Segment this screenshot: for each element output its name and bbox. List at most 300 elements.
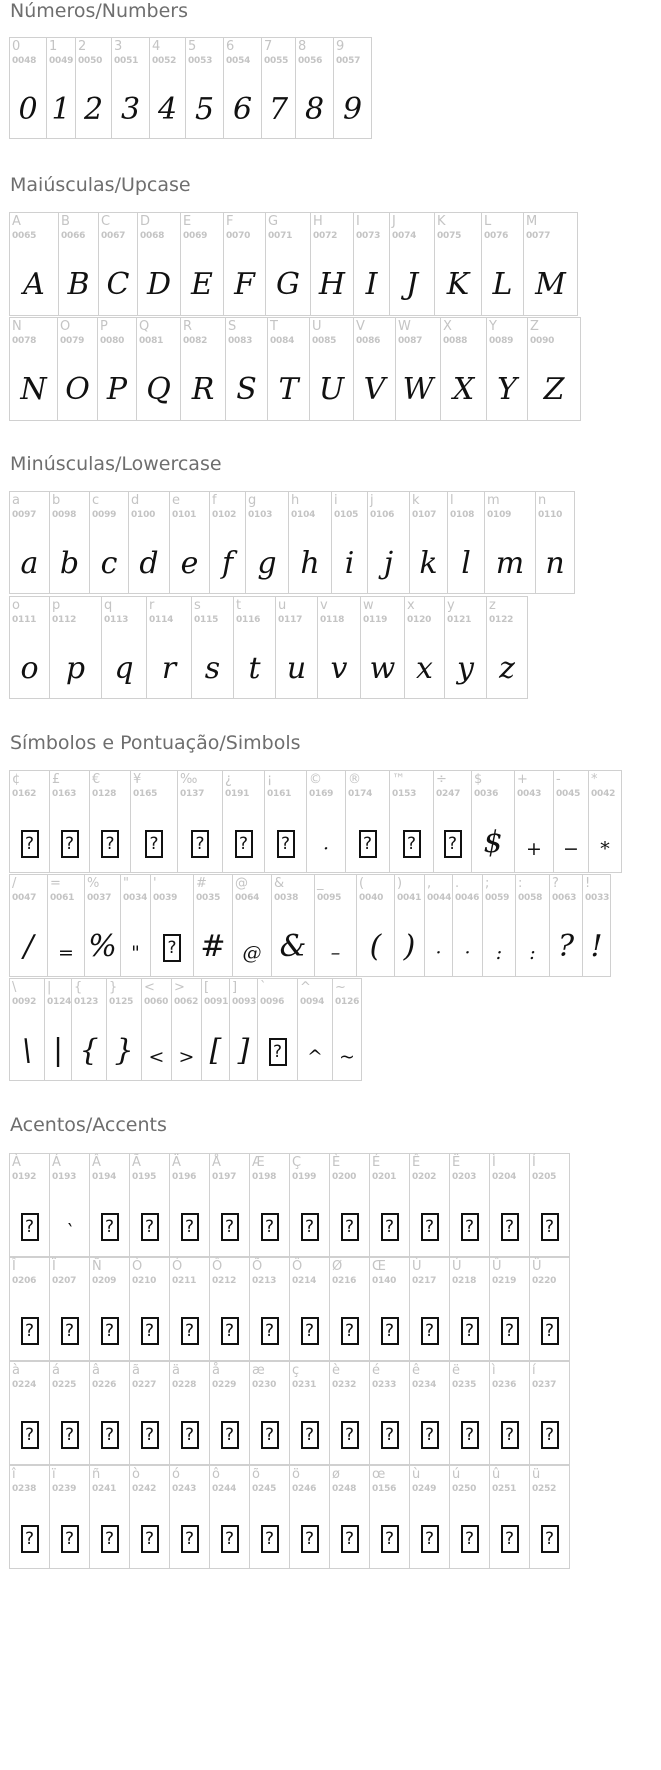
character-label: 6 <box>226 39 235 54</box>
character-label: = <box>50 876 61 891</box>
glyph-sample: 8 <box>304 92 325 127</box>
character-code: 0204 <box>492 1172 517 1182</box>
character-code: 0161 <box>267 789 292 799</box>
glyph-cell <box>310 212 354 316</box>
character-code: 0038 <box>274 893 299 903</box>
glyph-sample: S <box>236 372 257 407</box>
glyph-cell <box>9 874 48 977</box>
character-label: Ô <box>212 1259 223 1274</box>
character-label: Ü <box>532 1259 542 1274</box>
character-label: M <box>526 214 538 229</box>
glyph-cell <box>84 874 121 977</box>
character-label: Ñ <box>92 1259 102 1274</box>
glyph-sample: } <box>114 1033 134 1068</box>
glyph-sample: R <box>191 372 215 407</box>
missing-glyph-icon <box>490 1520 529 1556</box>
glyph-cell <box>356 874 395 977</box>
character-code: 0062 <box>174 997 199 1007</box>
character-label: é <box>372 1363 380 1378</box>
character-label: u <box>278 598 287 613</box>
glyph-sample: k <box>419 546 438 581</box>
section-title: Acentos/Accents <box>10 1114 167 1136</box>
character-label: ã <box>132 1363 140 1378</box>
glyph-sample: 7 <box>268 92 289 127</box>
character-code: 0118 <box>320 615 345 625</box>
section-title: Minúsculas/Lowercase <box>10 453 222 475</box>
character-code: 0040 <box>359 893 384 903</box>
missing-glyph-icon <box>490 1312 529 1348</box>
character-label: Ó <box>172 1259 183 1274</box>
character-code: 0217 <box>412 1276 437 1286</box>
character-code: 0041 <box>397 893 422 903</box>
missing-glyph-icon <box>90 1208 129 1244</box>
glyph-cell <box>409 1465 450 1569</box>
glyph-cell <box>89 770 131 873</box>
glyph-sample: o <box>20 651 39 686</box>
glyph-cell <box>535 491 575 594</box>
character-label: B <box>61 214 70 229</box>
glyph-cell <box>440 317 487 421</box>
character-label: Œ <box>372 1259 386 1274</box>
glyph-cell <box>582 874 611 977</box>
character-code: 0102 <box>212 510 237 520</box>
glyph-sample: N <box>20 372 47 407</box>
missing-glyph-box <box>163 934 181 962</box>
character-code: 0250 <box>452 1484 477 1494</box>
glyph-cell <box>297 978 333 1081</box>
missing-glyph-icon <box>90 1312 129 1348</box>
glyph-cell <box>529 1361 570 1465</box>
character-label: Í <box>532 1155 536 1170</box>
character-label: œ <box>372 1467 386 1482</box>
character-code: 0241 <box>92 1484 117 1494</box>
character-code: 0076 <box>484 231 509 241</box>
glyph-cell <box>232 874 272 977</box>
glyph-sample: I <box>365 267 378 302</box>
missing-glyph-icon <box>130 1520 169 1556</box>
character-label: ; <box>485 876 490 891</box>
glyph-cell <box>449 1465 490 1569</box>
character-code: 0057 <box>336 56 361 66</box>
character-code: 0156 <box>372 1484 397 1494</box>
character-code: 0095 <box>317 893 342 903</box>
missing-glyph-box <box>221 1421 239 1449</box>
glyph-sample: $ <box>483 825 503 860</box>
glyph-sample: t <box>248 651 261 686</box>
glyph-sample: & <box>279 929 307 964</box>
missing-glyph-box <box>261 1421 279 1449</box>
glyph-cell <box>345 770 390 873</box>
character-label: ì <box>492 1363 496 1378</box>
character-code: 0210 <box>132 1276 157 1286</box>
character-code: 0081 <box>139 336 164 346</box>
character-code: 0098 <box>52 510 77 520</box>
glyph-sample: J <box>405 267 419 302</box>
glyph-cell <box>333 37 372 139</box>
character-label: ¿ <box>225 772 232 787</box>
glyph-cell <box>588 770 622 873</box>
character-label: ÷ <box>436 772 447 787</box>
character-code: 0061 <box>50 893 75 903</box>
glyph-cell <box>514 770 554 873</box>
glyph-cell <box>394 874 425 977</box>
glyph-cell <box>222 770 265 873</box>
missing-glyph-box <box>541 1213 559 1241</box>
character-code: 0087 <box>398 336 423 346</box>
character-code: 0200 <box>332 1172 357 1182</box>
character-label: . <box>455 876 460 891</box>
character-label: r <box>149 598 155 613</box>
glyph-cell <box>447 491 485 594</box>
glyph-cell <box>449 1257 490 1361</box>
glyph-cell <box>49 596 102 699</box>
glyph-cell <box>169 1257 210 1361</box>
glyph-cell <box>523 212 578 316</box>
glyph-sample: T <box>278 372 299 407</box>
character-label: ¢ <box>12 772 21 787</box>
character-label: { <box>74 980 83 995</box>
character-code: 0111 <box>12 615 37 625</box>
missing-glyph-box <box>261 1525 279 1553</box>
glyph-sample: h <box>300 546 320 581</box>
character-label: | <box>47 980 52 995</box>
character-label: g <box>248 493 257 508</box>
character-code: 0239 <box>52 1484 77 1494</box>
glyph-cell <box>444 596 487 699</box>
character-code: 0055 <box>264 56 289 66</box>
glyph-sample: p <box>65 651 86 686</box>
missing-glyph-box <box>191 830 209 858</box>
character-code: 0064 <box>235 893 260 903</box>
character-label: " <box>123 876 129 891</box>
character-label: w <box>363 598 374 613</box>
character-code: 0051 <box>114 56 139 66</box>
glyph-cell <box>409 1361 450 1465</box>
character-code: 0242 <box>132 1484 157 1494</box>
glyph-cell <box>295 37 334 139</box>
character-label: I <box>356 214 360 229</box>
character-code: 0053 <box>188 56 213 66</box>
character-label: Æ <box>252 1155 265 1170</box>
character-label: & <box>274 876 285 891</box>
glyph-cell <box>9 212 59 316</box>
glyph-cell <box>449 1361 490 1465</box>
missing-glyph-icon <box>370 1416 409 1452</box>
character-code: 0079 <box>60 336 85 346</box>
character-code: 0075 <box>437 231 462 241</box>
glyph-cell <box>309 317 354 421</box>
missing-glyph-box <box>421 1213 439 1241</box>
missing-glyph-box <box>101 1317 119 1345</box>
character-label: s <box>194 598 201 613</box>
glyph-sample: y <box>457 651 474 686</box>
missing-glyph-box <box>403 830 421 858</box>
missing-glyph-box <box>461 1421 479 1449</box>
character-label: < <box>144 980 155 995</box>
glyph-cell <box>486 317 528 421</box>
glyph-sample: z <box>499 651 515 686</box>
glyph-cell <box>424 874 453 977</box>
glyph-cell <box>49 1153 90 1257</box>
glyph-cell <box>149 37 186 139</box>
character-label: Å <box>212 1155 221 1170</box>
glyph-sample: L <box>492 267 513 302</box>
glyph-sample: V <box>363 372 386 407</box>
character-label: > <box>174 980 185 995</box>
missing-glyph-box <box>381 1213 399 1241</box>
missing-glyph-box <box>101 1525 119 1553</box>
glyph-cell <box>209 1361 250 1465</box>
glyph-cell <box>180 317 226 421</box>
glyph-cell <box>449 1153 490 1257</box>
character-code: 0113 <box>104 615 129 625</box>
glyph-cell <box>484 491 536 594</box>
missing-glyph-icon <box>330 1520 369 1556</box>
missing-glyph-box <box>261 1213 279 1241</box>
character-label: 4 <box>152 39 161 54</box>
character-label: G <box>268 214 279 229</box>
missing-glyph-box <box>61 1317 79 1345</box>
character-label: 3 <box>114 39 123 54</box>
glyph-cell <box>209 491 246 594</box>
character-code: 0050 <box>78 56 103 66</box>
character-code: 0119 <box>363 615 388 625</box>
glyph-sample: ) <box>403 929 416 964</box>
glyph-sample: % <box>88 929 117 964</box>
glyph-cell <box>169 1153 210 1257</box>
character-code: 0192 <box>12 1172 37 1182</box>
character-code: 0039 <box>153 893 178 903</box>
character-code: 0201 <box>372 1172 397 1182</box>
character-code: 0078 <box>12 336 37 346</box>
glyph-cell <box>120 874 151 977</box>
missing-glyph-box <box>277 830 295 858</box>
missing-glyph-box <box>301 1317 319 1345</box>
glyph-cell <box>261 37 296 139</box>
glyph-cell <box>275 596 318 699</box>
character-code: 0036 <box>474 789 499 799</box>
glyph-cell <box>529 1465 570 1569</box>
character-code: 0225 <box>52 1380 77 1390</box>
character-code: 0213 <box>252 1276 277 1286</box>
character-label: ù <box>412 1467 421 1482</box>
character-label: o <box>12 598 20 613</box>
character-code: 0056 <box>298 56 323 66</box>
character-label: Î <box>12 1259 16 1274</box>
character-label: - <box>556 772 561 787</box>
glyph-cell <box>57 317 98 421</box>
glyph-cell <box>257 978 298 1081</box>
character-code: 0120 <box>407 615 432 625</box>
character-code: 0058 <box>518 893 543 903</box>
missing-glyph-box <box>501 1213 519 1241</box>
character-code: 0103 <box>248 510 273 520</box>
glyph-sample: | <box>52 1033 64 1068</box>
glyph-sample: 5 <box>194 92 215 127</box>
character-code: 0140 <box>372 1276 397 1286</box>
character-code: 0043 <box>517 789 542 799</box>
missing-glyph-box <box>21 1317 39 1345</box>
missing-glyph-box <box>181 1213 199 1241</box>
missing-glyph-icon <box>290 1416 329 1452</box>
missing-glyph-icon <box>370 1208 409 1244</box>
glyph-cell <box>529 1153 570 1257</box>
glyph-sample: m <box>495 546 525 581</box>
missing-glyph-box <box>141 1525 159 1553</box>
character-label: Â <box>92 1155 101 1170</box>
character-code: 0165 <box>133 789 158 799</box>
character-code: 0104 <box>291 510 316 520</box>
missing-glyph-icon <box>210 1312 249 1348</box>
character-label: ñ <box>92 1467 101 1482</box>
character-code: 0195 <box>132 1172 157 1182</box>
missing-glyph-box <box>501 1317 519 1345</box>
missing-glyph-icon <box>178 825 222 861</box>
character-label: ? <box>552 876 559 891</box>
character-code: 0112 <box>52 615 77 625</box>
character-label: Ê <box>412 1155 421 1170</box>
glyph-cell <box>169 1361 210 1465</box>
missing-glyph-box <box>541 1525 559 1553</box>
character-code: 0052 <box>152 56 177 66</box>
glyph-cell <box>289 1465 330 1569</box>
character-label: Ò <box>132 1259 143 1274</box>
character-code: 0072 <box>313 231 338 241</box>
glyph-cell <box>482 874 516 977</box>
character-label: ' <box>153 876 157 891</box>
character-label: n <box>538 493 547 508</box>
character-code: 0216 <box>332 1276 357 1286</box>
glyph-cell <box>353 212 390 316</box>
glyph-cell <box>452 874 483 977</box>
character-label: j <box>370 493 374 508</box>
glyph-cell <box>180 212 224 316</box>
character-code: 0105 <box>334 510 359 520</box>
missing-glyph-icon <box>290 1208 329 1244</box>
glyph-sample: ^ <box>307 1046 323 1068</box>
glyph-cell <box>553 770 589 873</box>
missing-glyph-icon <box>370 1520 409 1556</box>
missing-glyph-box <box>359 830 377 858</box>
glyph-cell <box>9 1361 50 1465</box>
character-label: è <box>332 1363 340 1378</box>
glyph-cell <box>389 212 435 316</box>
missing-glyph-icon <box>290 1312 329 1348</box>
glyph-cell <box>47 874 85 977</box>
character-code: 0122 <box>489 615 514 625</box>
character-code: 0238 <box>12 1484 37 1494</box>
glyph-cell <box>89 491 129 594</box>
character-code: 0070 <box>226 231 251 241</box>
character-label: ™ <box>392 772 405 787</box>
glyph-cell <box>130 770 178 873</box>
missing-glyph-box <box>261 1317 279 1345</box>
glyph-sample: O <box>65 372 90 407</box>
glyph-cell <box>44 978 72 1081</box>
character-code: 0042 <box>591 789 616 799</box>
glyph-cell <box>489 1361 530 1465</box>
glyph-sample: P <box>106 372 128 407</box>
character-code: 0251 <box>492 1484 517 1494</box>
glyph-sample: a <box>20 546 39 581</box>
missing-glyph-box <box>341 1213 359 1241</box>
missing-glyph-box <box>381 1317 399 1345</box>
character-label: $ <box>474 772 483 787</box>
character-label: S <box>228 319 237 334</box>
glyph-cell <box>264 770 307 873</box>
glyph-cell <box>549 874 583 977</box>
glyph-cell <box>9 491 50 594</box>
character-code: 0128 <box>92 789 117 799</box>
glyph-sample: : <box>529 942 536 964</box>
character-code: 0211 <box>172 1276 197 1286</box>
glyph-sample: < <box>148 1046 165 1068</box>
character-label: 1 <box>49 39 58 54</box>
glyph-cell <box>245 491 289 594</box>
glyph-cell <box>489 1153 530 1257</box>
glyph-cell <box>58 212 99 316</box>
glyph-cell <box>332 978 362 1081</box>
character-label: ) <box>397 876 403 891</box>
glyph-cell <box>193 874 233 977</box>
character-code: 0249 <box>412 1484 437 1494</box>
character-label: í <box>532 1363 536 1378</box>
glyph-cell <box>209 1465 250 1569</box>
missing-glyph-icon <box>210 1416 249 1452</box>
missing-glyph-icon <box>450 1520 489 1556</box>
glyph-sample: = <box>58 942 74 964</box>
missing-glyph-box <box>381 1525 399 1553</box>
character-label: 8 <box>298 39 307 54</box>
character-label: Ö <box>292 1259 303 1274</box>
character-label: k <box>412 493 420 508</box>
character-code: 0037 <box>87 893 112 903</box>
character-code: 0248 <box>332 1484 357 1494</box>
character-code: 0097 <box>12 510 37 520</box>
character-code: 0106 <box>370 510 395 520</box>
character-code: 0068 <box>140 231 165 241</box>
glyph-cell <box>249 1361 290 1465</box>
missing-glyph-icon <box>151 929 193 965</box>
glyph-cell <box>249 1465 290 1569</box>
character-label: Y <box>489 319 497 334</box>
missing-glyph-icon <box>130 1208 169 1244</box>
character-label: Ú <box>452 1259 462 1274</box>
character-code: 0193 <box>52 1172 77 1182</box>
character-code: 0246 <box>292 1484 317 1494</box>
glyph-cell <box>233 596 276 699</box>
character-label: ® <box>348 772 361 787</box>
section-title: Números/Numbers <box>10 0 188 22</box>
missing-glyph-icon <box>410 1312 449 1348</box>
character-code: 0084 <box>270 336 295 346</box>
character-label: ] <box>232 980 238 995</box>
character-code: 0194 <box>92 1172 117 1182</box>
glyph-sample: ( <box>369 929 382 964</box>
glyph-sample: # <box>200 929 226 964</box>
character-label: ú <box>452 1467 461 1482</box>
missing-glyph-icon <box>530 1312 569 1348</box>
character-label: 7 <box>264 39 273 54</box>
glyph-cell <box>329 1465 370 1569</box>
character-label: i <box>334 493 338 508</box>
glyph-sample: ~ <box>339 1046 355 1068</box>
character-code: 0219 <box>492 1276 517 1286</box>
character-code: 0191 <box>225 789 250 799</box>
glyph-cell <box>271 874 315 977</box>
missing-glyph-box <box>141 1317 159 1345</box>
missing-glyph-box <box>101 1213 119 1241</box>
